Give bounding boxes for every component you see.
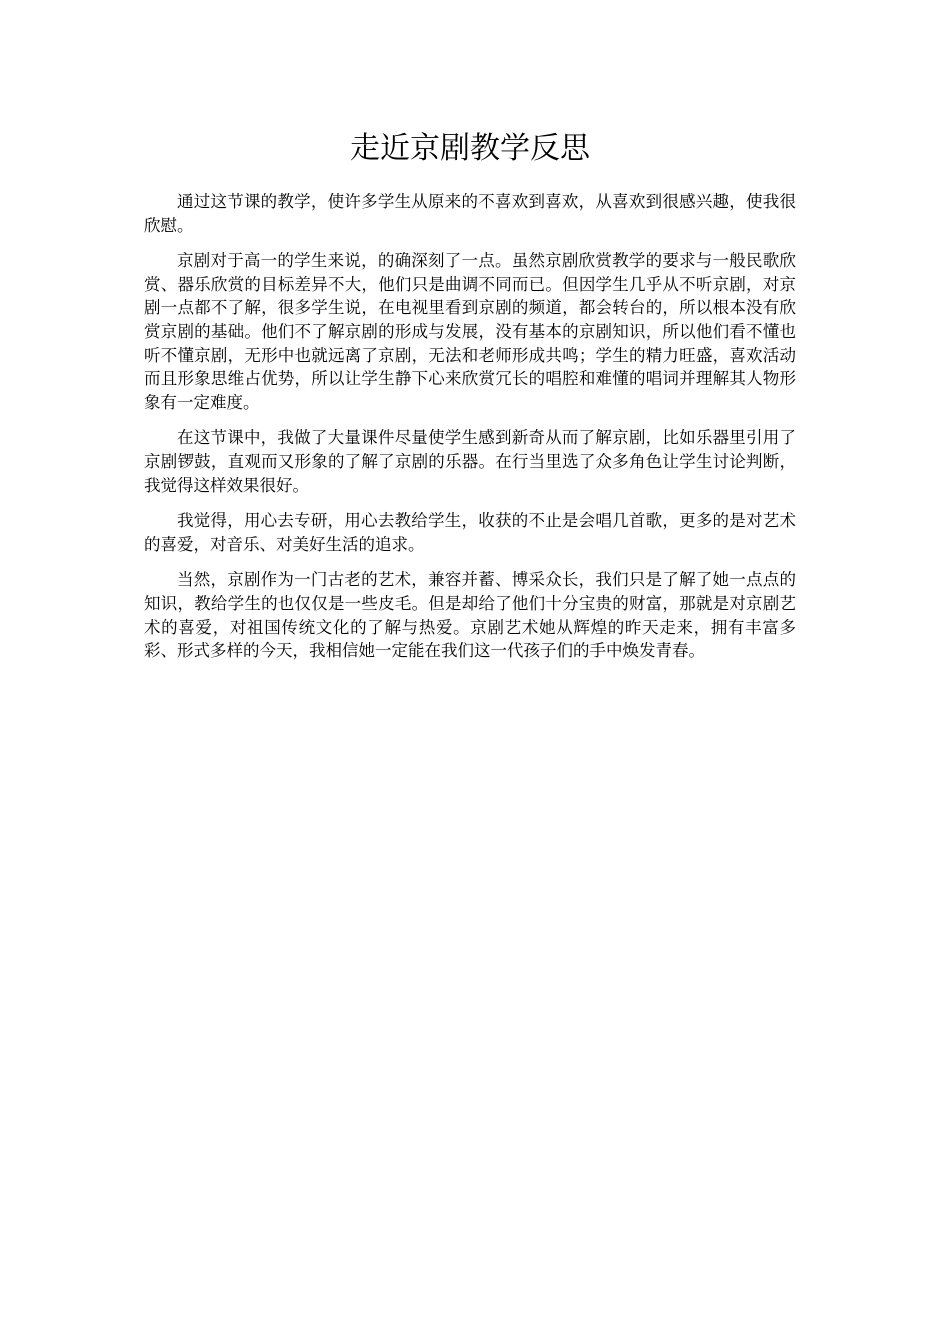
- document-title: 走近京剧教学反思: [350, 131, 590, 166]
- document-page: [144, 128, 796, 675]
- paragraph-1: 通过这节课的教学，使许多学生从原来的不喜欢到喜欢，从喜欢到很感兴趣，使我很欣慰。: [144, 192, 796, 235]
- paragraph-5: 当然，京剧作为一门古老的艺术，兼容并蓄、博采众长，我们只是了解了她一点点的知识，教给学生的也仅仅是一些皮毛。但是却给了他们十分宝贵的财富，那就是对京剧艺术的喜爱，对祖国传统文化的了解与热爱。京剧艺术她从辉煌的昨天走来，拥有丰富多彩、形式多样的今天，我相信她一定能在我们这一代孩子们的手中焕发青春。: [144, 570, 796, 661]
- paragraph-4: 我觉得，用心去专研，用心去教给学生，收获的不止是会唱几首歌，更多的是对艺术的喜爱，对音乐、对美好生活的追求。: [144, 511, 796, 554]
- paragraph-2: 京剧对于高一的学生来说，的确深刻了一点。虽然京剧欣赏教学的要求与一般民歌欣赏、器乐欣赏的目标差异不大，他们只是曲调不同而已。但因学生几乎从不听京剧，对京剧一点都不了解，很多学生说，在电视里看到京剧的频道，都会转台的，所以根本没有欣赏京剧的基础。他们不了解京剧的形成与发展，没有基本的京剧知识，所以他们看不懂也听不懂京剧，无形中也就远离了京剧，无法和老师形成共鸣；学生的精力旺盛，喜欢活动而且形象思维占优势，所以让学生静下心来欣赏冗长的唱腔和难懂的唱词并理解其人物形象有一定难度。: [144, 251, 796, 412]
- paragraph-3: 在这节课中，我做了大量课件尽量使学生感到新奇从而了解京剧，比如乐器里引用了京剧锣鼓，直观而又形象的了解了京剧的乐器。在行当里选了众多角色让学生讨论判断，我觉得这样效果很好。: [144, 428, 796, 495]
